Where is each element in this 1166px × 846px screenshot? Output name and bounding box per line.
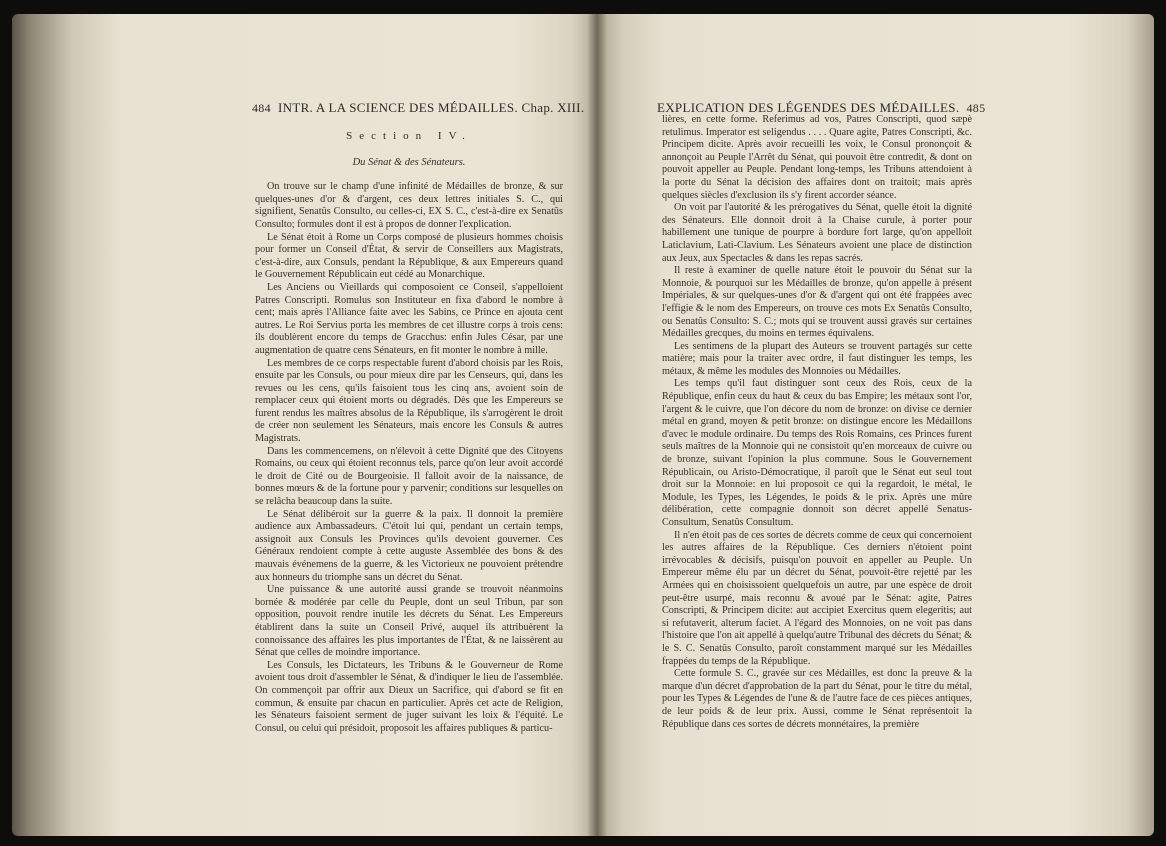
right-head-title: EXPLICATION DES LÉGENDES DES MÉDAILLES.	[657, 100, 960, 115]
book-gutter	[587, 14, 607, 836]
paragraph: lières, en cette forme. Referimus ad vos, Patres Conscripti, quod sæpè retulimus. Imperator est seligendus . . . . Quare agite, Patres Conscripti, &c. Principem dicite. Après avoir recueilli les voix, le Consul prononçoit & annonçoit au Peuple l'Arrêt du Sénat, qui pouvoit être contredit, & dont on pouvoit appeller au Peuple. Pendant long-temps, les Tribuns attendoient à la porte du Sénat la décision des affaires dont on traitoit; mais après quelques siècles d'exclusion ils s'y firent accorder séance.	[662, 114, 972, 201]
paragraph: Le Sénat étoit à Rome un Corps composé de plusieurs hommes choisis pour former un Conseil d'État, & servir de Conseillers aux Magistrats, c'est-à-dire, aux Consuls, pendant la République, & aux Empereurs quand le Gouvernement Républicain eut cédé au Monarchique.	[255, 231, 563, 281]
paragraph: Une puissance & une autorité aussi grande se trouvoit néanmoins bornée & modérée par celle du Peuple, dont un seul Tribun, par son opposition, pouvoit rendre inutile les décrets du Sénat. Les Empereurs établirent dans la suite un Conseil Privé, auquel ils attribuèrent la connoissance des affaires les plus importantes de l'État, & ne laissèrent au Sénat que celles de moindre importance.	[255, 584, 563, 659]
section-subtitle: Du Sénat & des Sénateurs.	[352, 156, 466, 168]
left-head-title: INTR. A LA SCIENCE DES MÉDAILLES. Chap. XIII.	[278, 100, 585, 115]
paragraph: Le Sénat délibéroit sur la guerre & la paix. Il donnoit la première audience aux Ambassadeurs. C'étoit lui qui, pendant un certain temps, assignoit aux Consuls les Provinces qu'ils devoient gouverner. Ces Généraux rendoient compte à cette auguste Assemblée des bons & des mauvais événemens de la guerre, & les Victorieux ne pouvoient prétendre aux honneurs du triomphe sans un décret du Sénat.	[255, 508, 563, 583]
paragraph: Dans les commencemens, on n'élevoit à cette Dignité que des Citoyens Romains, ou ceux qui étoient reconnus tels, parce qu'on leur avoit accordé le droit de Cité ou de Bourgeoisie. Il falloit avoir de la naissance, de bonnes mœurs & de la fortune pour y parvenir; conditions sur lesquelles on se relâcha beaucoup dans la suite.	[255, 445, 563, 508]
paragraph: Les membres de ce corps respectable furent d'abord choisis par les Rois, ensuite par les Consuls, ou pour mieux dire par les Censeurs, qui, dans les revues ou les cens, qu'ils faisoient tous les cinq ans, avoient soin de remplacer ceux qui étoient morts ou dégradés. Dès que les Empereurs se furent rendus les maîtres absolus de la République, ils s'arrogèrent le droit de créer non seulement les Sénateurs, mais encore les Consuls & autres Magistrats.	[255, 357, 563, 445]
paragraph: On trouve sur le champ d'une infinité de Médailles de bronze, & sur quelques-unes d'or & d'argent, ces deux lettres initiales S. C., qui signifient, Senatûs Consulto, ou celles-ci, EX S. C., c'est-à-dire ex Senatûs Consulto; formules dont il est à propos de donner l'explication.	[255, 181, 563, 230]
left-page	[12, 14, 597, 836]
right-page-number: 485	[966, 101, 986, 115]
section-title: Section IV.	[346, 130, 472, 142]
left-running-head	[252, 100, 584, 116]
paragraph: Les Anciens ou Vieillards qui composoient ce Conseil, s'appelloient Patres Conscripti. Romulus son Instituteur en fixa d'abord le nombre à cent; mais après l'Alliance faite avec les Sabins, ce Prince en ajouta cent autres. Le Roi Servius porta les membres de cet illustre corps à trois cens: ils doublèrent encore du temps de Gracchus: enfin Jules César, par une augmentation de quatre cens Sénateurs, en fit monter le nombre à mille.	[255, 281, 563, 356]
left-page-number: 484	[252, 101, 271, 115]
paragraph: Les sentimens de la plupart des Auteurs se trouvent partagés sur cette matière; mais pour la traiter avec ordre, il faut distinguer les temps, les métaux, & même les modules des Monnoies ou Médailles.	[662, 340, 972, 377]
paragraph: Les Consuls, les Dictateurs, les Tribuns & le Gouverneur de Rome avoient tous droit d'assembler le Sénat, & d'indiquer le lieu de l'assemblée. On commençoit par offrir aux Dieux un Sacrifice, qui d'abord se fit en commun, & ensuite par chacun en particulier. Après cet acte de Religion, les Sénateurs faisoient serment de juger suivant les loix & l'équité. Le Consul, ou celui qui présidoit, proposoit les affaires publiques & particu-	[255, 659, 563, 734]
right-text-column	[662, 114, 972, 731]
paragraph: On voit par l'autorité & les prérogatives du Sénat, quelle étoit la dignité des Sénateurs. Elle donnoit droit à la Chaise curule, à porter pour habillement une tunique de pourpre à bordure fort large, qu'on appelloit Laticlavium, Lati-Clavium. Les Sénateurs avoient une place de distinction aux Jeux, aux Spectacles & dans les repas sacrés.	[662, 202, 972, 264]
paragraph: Cette formule S. C., gravée sur ces Médailles, est donc la preuve & la marque d'un décret d'approbation de la part du Sénat, pour le titre du métal, pour les Types & Légendes de l'une & de l'autre face de ces pièces antiques, de leur poids & de leur prix. Aussi, comme le Sénat représentoit la République dans ces sortes de décrets monnétaires, la première	[662, 668, 972, 730]
paragraph: Les temps qu'il faut distinguer sont ceux des Rois, ceux de la République, enfin ceux du haut & ceux du bas Empire; les métaux sont l'or, l'argent & le cuivre, que l'on décore du nom de bronze: on divise ce dernier métal en grand, moyen & petit bronze: on distingue encore les Médaillons d'avec le module ordinaire. Du temps des Rois Romains, ces Princes furent seuls maîtres de la Monnoie qui ne consistoit qu'en morceaux de cuivre ou de bronze, suivant l'opinion la plus commune. Sous le Gouvernement Républicain, ou Aristo-Démocratique, il paroît que le Sénat eut seul tout droit sur la Monnoie: en lui proposoit ce qui la regardoit, le métal, le Module, les Types, les Légendes, le poids & le prix. Après une mûre délibération, cette compagnie donnoit son décret appellé Senatus-Consultum, Senatûs Consultum.	[662, 378, 972, 528]
open-book	[12, 14, 1154, 836]
right-page	[597, 14, 1154, 836]
paragraph: Il reste à examiner de quelle nature étoit le pouvoir du Sénat sur la Monnoie, & pourquoi sur les Médailles de bronze, qu'on appelle à présent Impériales, & sur quelques-unes d'or & d'argent qui ont été frappées avec l'effigie & le nom des Empereurs, on trouve ces mots Ex Senatûs Consulto, ou Senatûs Consulto: S. C.; mots qui se trouvent aussi gravés sur certaines Médailles grecques, du moins en termes équivalens.	[662, 265, 972, 340]
left-text-column	[255, 130, 563, 735]
paragraph: Il n'en étoit pas de ces sortes de décrets comme de ceux qui concernoient les autres affaires de la République. Ces derniers n'étoient point irrévocables & décisifs, puisqu'on pouvoit en appeller au Peuple. Un Empereur même élu par un décret du Sénat, pouvoit-être rejetté par les Armées qui en choisissoient quelquefois un autre, par une espèce de droit peut-être usurpé, mais reconnu & avoué par le Sénat: agite, Patres Conscripti, & Principem dicite: aut accipiet Exercitus quem elegeritis; aut si refutaverit, alterum faciet. A l'égard des Monnoies, on ne voit pas dans l'histoire que l'on ait appellé à quelqu'autre Tribunal des décrets du Sénat; & le S. C. Senatûs Consulto, paroît constamment marqué sur les Médailles frappées du temps de la République.	[662, 529, 972, 667]
